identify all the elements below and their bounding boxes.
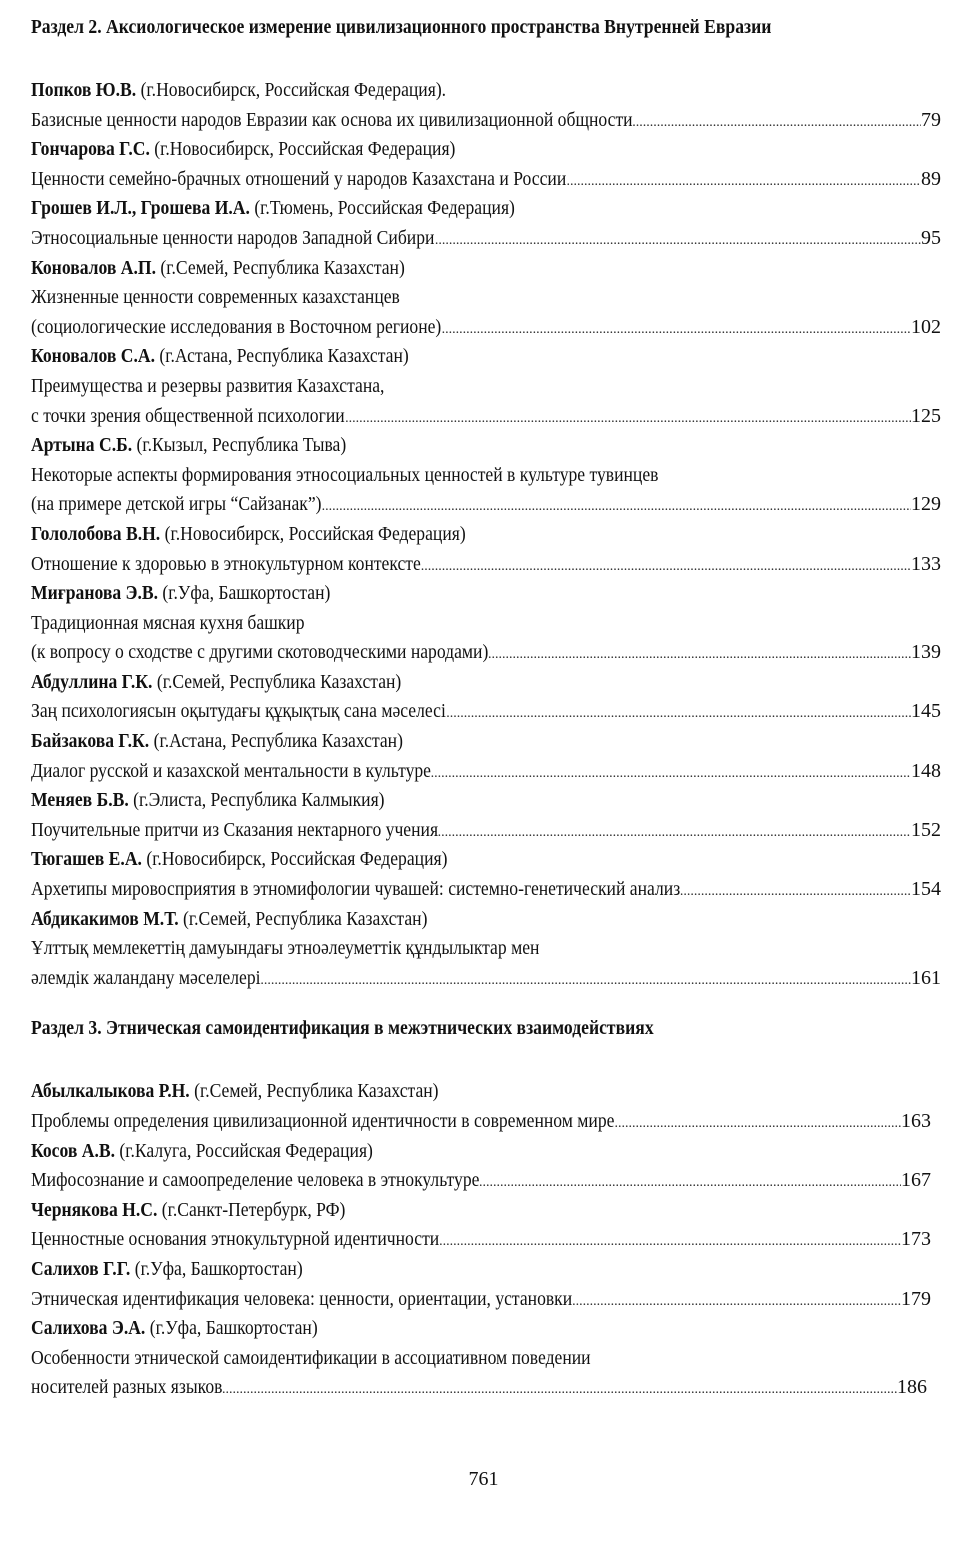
author-name: Миғранова Э.В.: [31, 582, 159, 605]
entry-title: Поучительные притчи из Сказания нектарного учения: [31, 818, 439, 841]
author-location: (г.Санкт-Петербурк, РФ): [161, 1198, 346, 1221]
entry-author-line: [31, 194, 941, 224]
entry-author-line: [31, 135, 941, 165]
author-name: Гололобова В.Н.: [31, 522, 161, 545]
toc-entry: [31, 1314, 941, 1403]
entry-title-line[interactable]: [31, 638, 941, 668]
entry-title: Этносоциальные ценности народов Западной Сибири: [31, 226, 435, 249]
author-location: (г.Уфа, Башкортостан): [149, 1317, 318, 1340]
dot-leader: [438, 818, 911, 848]
entry-author-line: [31, 845, 941, 875]
entry-title: Ценности семейно-брачных отношений у народов Казахстана и России: [31, 167, 567, 190]
entry-title-line[interactable]: [31, 816, 941, 846]
entry-page-number: 139: [911, 641, 941, 664]
entry-author-line: [31, 905, 941, 935]
entry-title-line[interactable]: [31, 283, 941, 313]
author-name: Гончарова Г.С.: [31, 138, 150, 161]
entry-title: Базисные ценности народов Евразии как основа их цивилизационной общности: [31, 108, 633, 131]
entry-page-number: 133: [911, 552, 941, 575]
entry-title: (к вопросу о сходстве с другими скотоводческими народами): [31, 641, 489, 664]
author-location: (г.Кызыл, Республика Тыва): [136, 434, 347, 457]
toc-entry: [31, 254, 941, 343]
author-name: Грошев И.Л., Грошева И.А.: [31, 197, 250, 220]
author-name: Косов А.В.: [31, 1139, 116, 1162]
entry-title: Мифосознание и самоопределение человека в этнокультуре: [31, 1169, 480, 1192]
entry-title: Этническая идентификация человека: ценности, ориентации, установки: [31, 1287, 573, 1310]
entry-page-number: 125: [911, 404, 941, 427]
entry-page-number: 79: [921, 108, 941, 131]
entry-title-line[interactable]: [31, 402, 941, 432]
toc-section: [31, 14, 941, 993]
entry-title: Проблемы определения цивилизационной идентичности в современном мире: [31, 1110, 615, 1132]
entry-title-line[interactable]: [31, 106, 941, 136]
author-location: (г.Тюмень, Российская Федерация): [254, 197, 515, 220]
entry-page-number: 173: [901, 1228, 931, 1251]
dot-leader: [632, 108, 921, 138]
entry-title: Ұлттық мемлекеттің дамуындағы этноәлеуметтік құндылыктар мен: [31, 937, 540, 960]
dot-leader: [479, 1168, 901, 1198]
author-name: Салихов Г.Г.: [31, 1257, 131, 1280]
toc-entry: [31, 786, 941, 845]
author-name: Коновалов А.П.: [31, 256, 156, 279]
author-location: (г.Уфа, Башкортостан): [162, 582, 331, 605]
author-location: (г.Новосибирск, Российская Федерация): [164, 522, 466, 545]
entry-page-number: 186: [897, 1376, 927, 1399]
entry-title-line[interactable]: [31, 372, 941, 402]
author-location: (г.Астана, Республика Казахстан): [153, 730, 403, 753]
entry-author-line: [31, 254, 941, 284]
toc-entry: [31, 845, 941, 904]
entry-page-number: 167: [901, 1169, 931, 1192]
entry-page-number: 129: [911, 493, 941, 516]
dot-leader: [260, 966, 911, 996]
author-location: (г.Астана, Республика Казахстан): [159, 345, 409, 368]
toc-entry: [31, 1137, 941, 1196]
entry-author-line: [31, 1314, 941, 1344]
entry-page-number: 89: [921, 167, 941, 190]
author-name: Абдикакимов М.Т.: [31, 907, 179, 930]
dot-leader: [680, 877, 911, 907]
entry-page-number: 163: [901, 1110, 931, 1132]
entry-page-number: 145: [911, 700, 941, 723]
dot-leader: [435, 226, 921, 256]
dot-leader: [421, 552, 911, 582]
author-location: (г.Новосибирск, Российская Федерация): [154, 138, 456, 161]
author-name: Тюгашев Е.А.: [31, 848, 142, 871]
entry-title: Особенности этнической самоидентификации в ассоциативном поведении: [31, 1346, 591, 1369]
toc-entry: [31, 1196, 941, 1255]
entry-title: Диалог русской и казахской ментальности в культуре: [31, 759, 432, 782]
author-location: (г.Элиста, Республика Калмыкия): [133, 789, 385, 812]
author-location: (г.Калуга, Российская Федерация): [119, 1139, 373, 1162]
page-number: 761: [468, 1468, 499, 1490]
toc-entry: [31, 1077, 941, 1136]
toc-entry: [31, 905, 941, 994]
entry-author-line: [31, 431, 941, 461]
author-location: (г.Новосибирск, Российская Федерация).: [140, 79, 447, 101]
dot-leader: [614, 1109, 901, 1139]
entry-title-line[interactable]: [31, 461, 941, 491]
author-location: (г.Уфа, Башкортостан): [134, 1257, 303, 1280]
dot-leader: [442, 315, 911, 345]
toc-entry: [31, 520, 941, 579]
author-name: Салихова Э.А.: [31, 1317, 146, 1340]
entry-author-line: [31, 786, 941, 816]
author-location: (г.Новосибирск, Российская Федерация): [146, 848, 448, 871]
table-of-contents-page: [31, 14, 941, 1403]
section-heading: Раздел 2. Аксиологическое измерение цивилизационного пространства Внутренней Евразии: [31, 16, 772, 38]
author-name: Абылкалыкова Р.Н.: [31, 1080, 190, 1103]
toc-entry: [31, 1255, 941, 1314]
entry-title-line[interactable]: [31, 757, 941, 787]
entry-author-line: [31, 1255, 941, 1285]
entry-title: Отношение к здоровью в этнокультурном контексте: [31, 552, 421, 575]
toc-section: [31, 1015, 941, 1403]
entry-title: (на примере детской игры “Сайзанак”): [31, 493, 322, 516]
entry-author-line: [31, 727, 941, 757]
author-location: (г.Семей, Республика Казахстан): [156, 670, 402, 693]
entry-author-line: [31, 1077, 941, 1107]
entry-title: әлемдік жаландану мәселелері: [31, 966, 261, 989]
author-name: Артына С.Б.: [31, 434, 133, 457]
entry-page-number: 102: [911, 315, 941, 338]
section-heading: Раздел 3. Этническая самоидентификация в межэтнических взаимодействиях: [31, 1017, 654, 1040]
author-name: Меняев Б.В.: [31, 789, 129, 812]
author-name: Коновалов С.А.: [31, 345, 156, 368]
entry-title-line[interactable]: [31, 1225, 941, 1255]
toc-entry: [31, 668, 941, 727]
dot-leader: [439, 1227, 901, 1257]
entry-page-number: 95: [921, 226, 941, 249]
entry-author-line: [31, 579, 941, 609]
author-name: Попков Ю.В.: [31, 79, 137, 101]
entry-title: Ценностные основания этнокультурной идентичности: [31, 1228, 440, 1251]
dot-leader: [431, 759, 911, 789]
dot-leader: [488, 640, 911, 670]
toc-entry: [31, 579, 941, 668]
entry-page-number: 152: [911, 818, 941, 841]
entry-title-line[interactable]: [31, 964, 941, 994]
entry-title-line[interactable]: [31, 934, 941, 964]
toc-entry: [31, 76, 941, 135]
entry-title-line[interactable]: [31, 165, 941, 195]
author-location: (г.Семей, Республика Казахстан): [160, 256, 405, 279]
entry-title: Заң психологиясын оқытудағы құқықтық сана мәселесі: [31, 700, 446, 723]
entry-title-line[interactable]: [31, 875, 941, 905]
entry-title: Преимущества и резервы развития Казахстана,: [31, 374, 385, 397]
entry-title: (социологические исследования в Восточном регионе): [31, 315, 442, 338]
toc-entry: [31, 135, 941, 194]
author-name: Чернякова Н.С.: [31, 1198, 158, 1221]
entry-author-line: [31, 1137, 941, 1167]
entry-title-line[interactable]: [31, 490, 941, 520]
author-name: Байзакова Г.К.: [31, 730, 150, 753]
entry-title-line[interactable]: [31, 1166, 941, 1196]
toc-entry: [31, 194, 941, 253]
entry-page-number: 154: [911, 878, 941, 901]
dot-leader: [322, 492, 911, 522]
entry-title-line[interactable]: [31, 313, 941, 343]
page-footer: [0, 1468, 967, 1491]
dot-leader: [446, 699, 911, 729]
entry-title-line[interactable]: [31, 224, 941, 254]
entry-author-line: [31, 668, 941, 698]
entry-title-line[interactable]: [31, 1373, 941, 1403]
entry-title-line[interactable]: [31, 550, 941, 580]
author-name: Абдуллина Г.К.: [31, 670, 153, 693]
entry-title: носителей разных языков: [31, 1376, 223, 1399]
entry-title-line[interactable]: [31, 609, 941, 639]
dot-leader: [222, 1375, 897, 1405]
entry-page-number: 179: [901, 1287, 931, 1310]
entry-title: с точки зрения общественной психологии: [31, 404, 345, 427]
entry-page-number: 148: [911, 759, 941, 782]
entry-title: Традиционная мясная кухня башкир: [31, 611, 305, 634]
toc-entry: [31, 342, 941, 431]
author-location: (г.Семей, Республика Казахстан): [194, 1080, 439, 1103]
dot-leader: [345, 404, 911, 434]
dot-leader: [572, 1287, 901, 1317]
entry-page-number: 161: [911, 966, 941, 989]
entry-title: Архетипы мировосприятия в этномифологии чувашей: системно-генетический анализ: [31, 878, 681, 901]
toc-entry: [31, 727, 941, 786]
entry-title-line[interactable]: [31, 1107, 941, 1137]
entry-author-line: [31, 520, 941, 550]
dot-leader: [567, 167, 921, 197]
author-location: (г.Семей, Республика Казахстан): [182, 907, 428, 930]
entry-author-line: [31, 342, 941, 372]
entry-title: Некоторые аспекты формирования этносоциальных ценностей в культуре тувинцев: [31, 463, 659, 486]
toc-entry: [31, 431, 941, 520]
entry-author-line: [31, 76, 941, 106]
entry-title-line[interactable]: [31, 697, 941, 727]
entry-author-line: [31, 1196, 941, 1226]
entry-title-line[interactable]: [31, 1285, 941, 1315]
entry-title: Жизненные ценности современных казахстанцев: [31, 286, 400, 309]
entry-title-line[interactable]: [31, 1344, 941, 1374]
